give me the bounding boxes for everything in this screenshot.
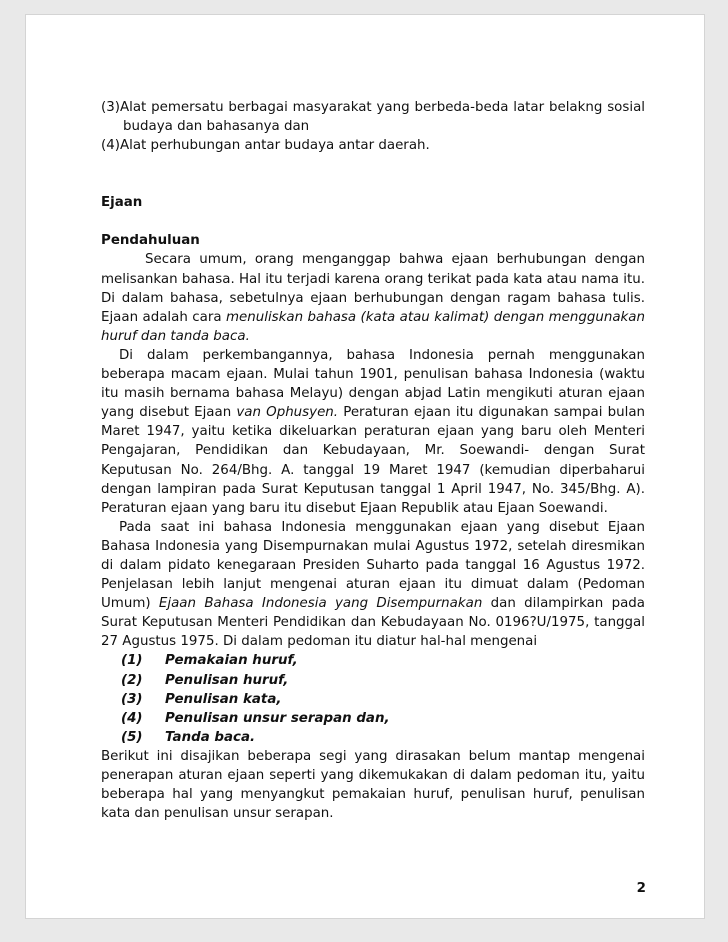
list-item: (5) Tanda baca. — [121, 729, 256, 745]
list-item: (4) Penulisan unsur serapan dan, — [121, 710, 390, 726]
section-heading: Ejaan — [101, 195, 143, 211]
intro-list-item: (3)Alat pemersatu berbagai masyarakat yang berbeda-beda latar belakng sosial budaya dan bahasanya dan — [101, 100, 645, 135]
paragraph-1: Secara umum, orang menganggap bahwa ejaan berhubungan dengan melisankan bahasa. Hal itu terjadi karena orang terikat pada kata atau nama itu. Di dalam bahasa, sebetulnya ejaan berhubungan dengan ragam bahasa tulis. Ejaan adalah cara menuliskan bahasa (kata atau kalimat) dengan menggunakan huruf dan tanda baca. — [101, 252, 646, 344]
paragraph-4: Berikut ini disajikan beberapa segi yang dirasakan belum mantap mengenai penerapan aturan ejaan seperti yang dikemukakan di dalam pedoman itu, yaitu beberapa hal yang menyangkut pemakaian huruf, penulisan huruf, penulisan kata dan penulisan unsur serapan. — [101, 748, 645, 822]
list-item: (1) Pemakaian huruf, — [121, 653, 298, 669]
emphasis-text: menuliskan bahasa (kata atau kalimat) dengan menggunakan huruf dan tanda baca. — [101, 309, 646, 344]
page-number: 2 — [636, 881, 646, 896]
emphasis-text: van Ophusyen. — [236, 405, 339, 421]
subsection-heading: Pendahuluan — [101, 233, 200, 249]
topics-list — [101, 651, 645, 746]
list-item: (2) Penulisan huruf, — [121, 672, 289, 688]
document-page — [25, 14, 705, 919]
paragraph-2: Di dalam perkembangannya, bahasa Indonesia pernah menggunakan beberapa macam ejaan. Mulai tahun 1901, penulisan bahasa Indonesia (waktu itu masih bernama bahasa Melayu) dengan abjad Latin mengikuti aturan ejaan yang disebut Ejaan van Ophusyen. Peraturan ejaan itu digunakan sampai bulan Maret 1947, yaitu ketika dikeluarkan peraturan ejaan yang baru oleh Menteri Pengajaran, Pendidikan dan Kebudayaan, Mr. Soewandi- dengan Surat Keputusan No. 264/Bhg. A. tanggal 19 Maret 1947 (kemudian diperbaharui dengan lampiran pada Surat Keputusan tanggal 1 April 1947, No. 345/Bhg. A). Peraturan ejaan yang baru itu disebut Ejaan Republik atau Ejaan Soewandi. — [101, 347, 646, 516]
list-item: (3) Penulisan kata, — [121, 691, 282, 707]
page-content — [101, 98, 645, 823]
emphasis-text: Ejaan Bahasa Indonesia yang Disempurnakan — [158, 596, 483, 612]
paragraph-3: Pada saat ini bahasa Indonesia menggunakan ejaan yang disebut Ejaan Bahasa Indonesia yang Disempurnakan mulai Agustus 1972, setelah diresmikan di dalam pidato kenegaraan Presiden Suharto pada tanggal 16 Agustus 1972. Penjelasan lebih lanjut mengenai aturan ejaan itu dimuat dalam (Pedoman Umum) Ejaan Bahasa Indonesia yang Disempurnakan dan dilampirkan pada Surat Keputusan Menteri Pendidikan dan Kebudayaan No. 0196?U/1975, tanggal 27 Agustus 1975. Di dalam pedoman itu diatur hal-hal mengenai — [101, 519, 645, 650]
intro-list-item: (4)Alat perhubungan antar budaya antar daerah. — [101, 138, 430, 154]
